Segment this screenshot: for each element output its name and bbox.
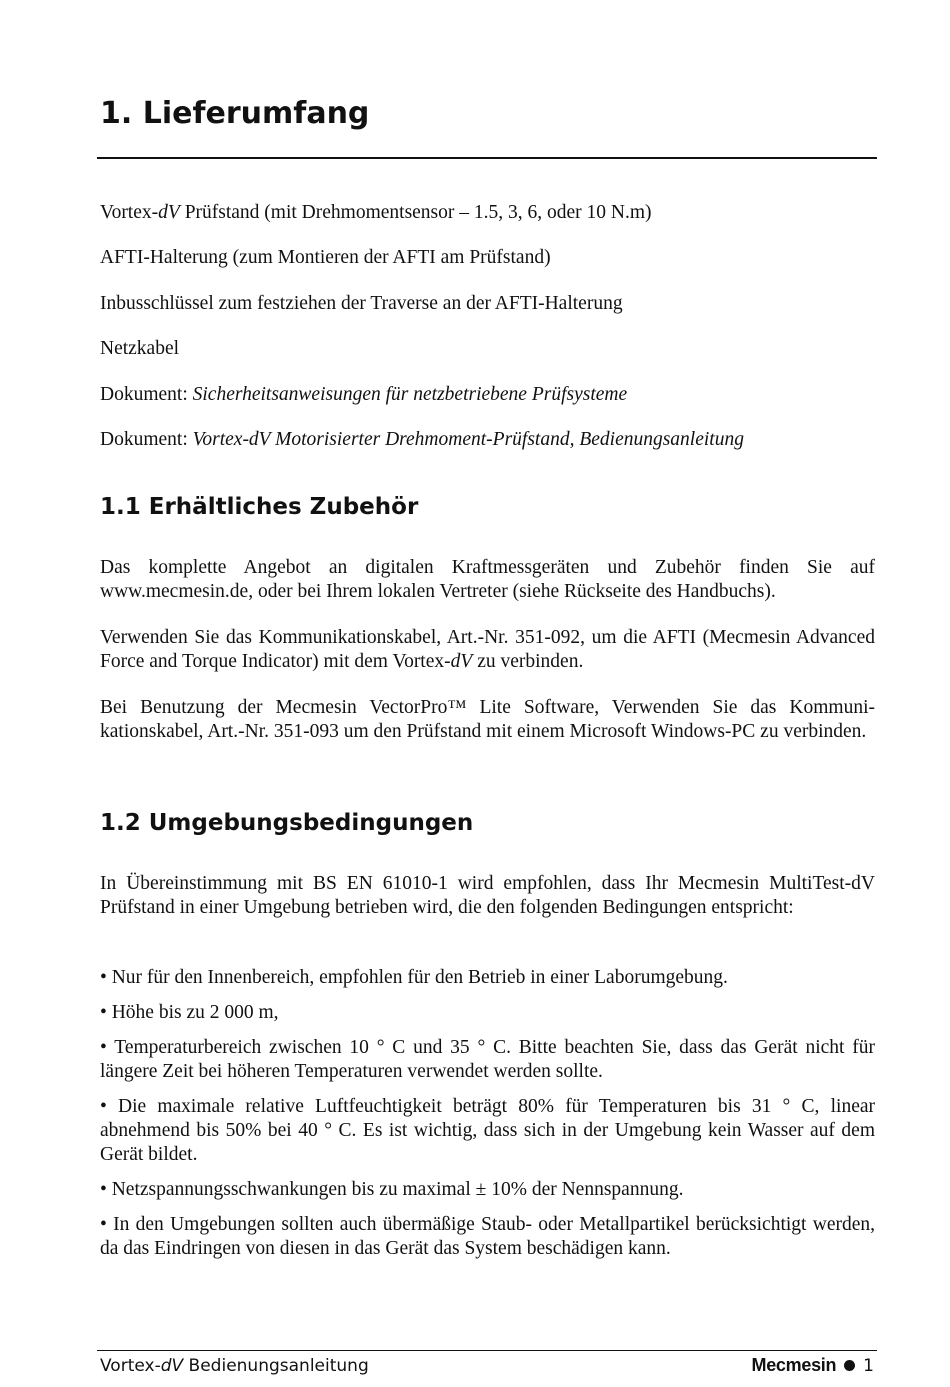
footer-branding	[752, 1355, 874, 1376]
environment-bullet-5: • Netzspannungsschwankungen bis zu maximal ± 10% der Nennspannung.	[100, 1179, 684, 1200]
section-heading-environment: 1.2 Umgebungsbedingungen	[100, 810, 474, 836]
accessories-paragraph-3: Bei Benutzung der Mecmesin VectorPro™ Lite Software, Verwenden Sie das Kommunikationskabel, Art.-Nr. 351-093 um den Prüfstand mit einem Microsoft Windows-PC zu verbinden.	[100, 697, 875, 742]
footer-manual-title: Vortex-dV Bedienungsanleitung	[100, 1356, 369, 1376]
environment-bullet-4: • Die maximale relative Luftfeuchtigkeit beträgt 80% für Temperaturen bis 31 ° C, linear abnehmend bis 50% bei 40 ° C. Es ist wichtig, dass sich in der Umgebung kein Wasser auf dem Gerät bildet.	[100, 1096, 875, 1165]
footer-divider	[97, 1350, 877, 1351]
brand-logo: Mecmesin	[751, 1355, 837, 1375]
page-number: 1	[863, 1355, 874, 1376]
delivery-item-2: AFTI-Halterung (zum Montieren der AFTI am Prüfstand)	[100, 247, 551, 268]
delivery-item-4: Netzkabel	[100, 338, 180, 359]
environment-bullet-1: • Nur für den Innenbereich, empfohlen für den Betrieb in einer Laborumgebung.	[100, 967, 728, 988]
title-divider	[97, 157, 877, 159]
accessories-paragraph-2: Verwenden Sie das Kommunikationskabel, Art.-Nr. 351-092, um die AFTI (Mecmesin Advanced Force and Torque Indicator) mit dem Vortex-dV zu verbinden.	[100, 627, 875, 672]
environment-bullet-2: • Höhe bis zu 2 000 m,	[100, 1002, 279, 1023]
bullet-dot-icon	[844, 1360, 855, 1371]
section-heading-accessories: 1.1 Erhältliches Zubehör	[100, 494, 419, 520]
delivery-item-5: Dokument: Sicherheitsanweisungen für netzbetriebene Prüfsysteme	[100, 384, 628, 405]
accessories-paragraph-1: Das komplette Angebot an digitalen Kraftmessgeräten und Zubehör finden Sie auf www.mecmesin.de, oder bei Ihrem lokalen Vertreter (siehe Rückseite des Handbuchs).	[100, 557, 875, 602]
page-title: 1. Lieferumfang	[100, 96, 370, 131]
environment-bullet-6: • In den Umgebungen sollten auch übermäßige Staub- oder Metallpartikel berücksichtigt werden, da das Eindringen von diesen in das Gerät das System beschädigen kann.	[100, 1214, 875, 1259]
delivery-item-3: Inbusschlüssel zum festziehen der Traverse an der AFTI-Halterung	[100, 293, 623, 314]
environment-intro: In Übereinstimmung mit BS EN 61010-1 wird empfohlen, dass Ihr Mecmesin MultiTest-dV Prüfstand in einer Umgebung betrieben wird, die den folgenden Bedingungen entspricht:	[100, 873, 875, 918]
environment-bullet-3: • Temperaturbereich zwischen 10 ° C und 35 ° C. Bitte beachten Sie, dass das Gerät nicht für längere Zeit bei höheren Temperaturen verwendet werden sollte.	[100, 1037, 875, 1082]
delivery-item-6: Dokument: Vortex-dV Motorisierter Drehmoment-Prüfstand, Bedienungsanleitung	[100, 429, 744, 450]
delivery-item-1: Vortex-dV Prüfstand (mit Drehmomentsensor – 1.5, 3, 6, oder 10 N.m)	[100, 202, 652, 223]
